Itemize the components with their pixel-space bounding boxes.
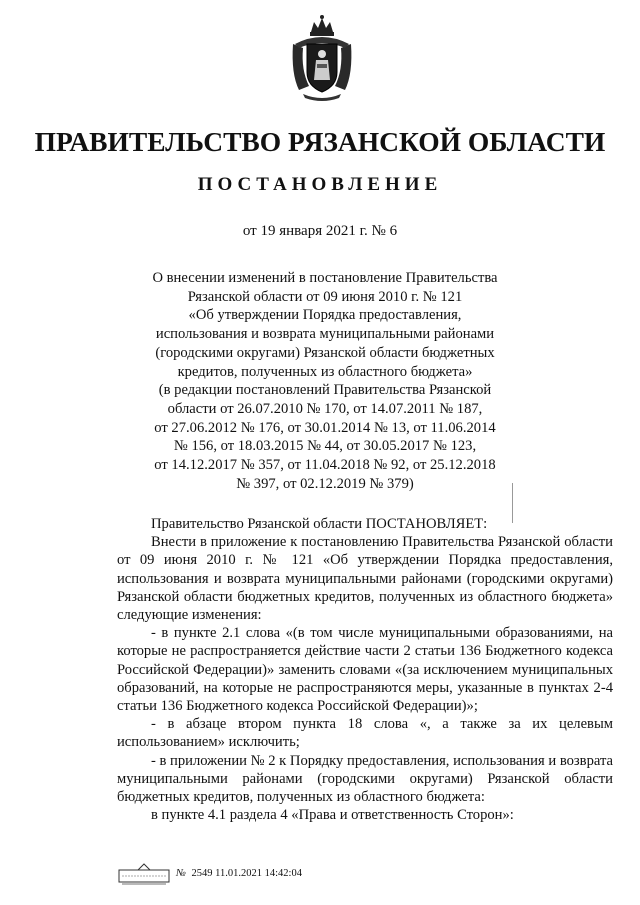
coat-of-arms-emblem: [287, 14, 357, 102]
document-body: [117, 515, 613, 824]
subject-line: (городскими округами) Рязанской области бюджетных: [155, 344, 495, 361]
date-number: от 19 января 2021 г. № 6: [242, 223, 398, 239]
subject-line: «Об утверждении Порядка предоставления,: [188, 307, 462, 324]
subject-line: использования и возврата муниципальными районами: [155, 326, 495, 343]
registry-stamp: [118, 862, 170, 888]
body-paragraph: - в приложении № 2 к Порядку предоставления, использования и возврата муниципальными районами (городскими округами) Рязанской области бюджетных кредитов, полученных из областного бюджета:: [117, 752, 613, 806]
reg-number: 2549: [191, 868, 213, 879]
subject-line: О внесении изменений в постановление Правительства: [152, 270, 498, 286]
reg-datetime: 11.01.2021 14:42:04: [215, 868, 302, 879]
subject-line: от 14.12.2017 № 357, от 11.04.2018 № 92, от 25.12.2018: [154, 457, 496, 474]
subject-line: кредитов, полученных из областного бюджета»: [177, 363, 473, 380]
document-type: ПОСТАНОВЛЕНИЕ: [197, 174, 443, 195]
subject-line: № 156, от 18.03.2015 № 44, от 30.05.2017 № 123,: [173, 438, 477, 455]
scan-artifact: [512, 483, 513, 523]
subject-line: области от 26.07.2010 № 170, от 14.07.2011 № 187,: [167, 400, 483, 417]
body-paragraph: Правительство Рязанской области ПОСТАНОВЛЯЕТ:: [151, 516, 488, 532]
registration-footer: [118, 862, 378, 888]
body-paragraph: - в абзаце втором пункта 18 слова «, а также за их целевым использованием» исключить;: [117, 716, 613, 751]
body-paragraph: Внести в приложение к постановлению Правительства Рязанской области от 09 июня 2010 г. № 121 «Об утверждении Порядка предоставления, использования и возврата муниципальными районами (городскими округами) Рязанской области бюджетных кредитов, полученных из областного бюджета» следующие изменения:: [117, 534, 613, 624]
document-subject: [130, 269, 520, 493]
subject-line: № 397, от 02.12.2019 № 379): [236, 475, 414, 492]
body-paragraph: в пункте 4.1 раздела 4 «Права и ответственность Сторон»:: [151, 807, 514, 824]
registration-number: [176, 868, 302, 879]
body-paragraph: - в пункте 2.1 слова «(в том числе муниципальными образованиями, на которые не распространяется действие части 2 статьи 136 Бюджетного кодекса Российской Федерации)» заменить словами «(за исключением муниципальных образований, на которые не распространяются меры, указанные в пунктах 2-4 статьи 136 Бюджетного кодекса Российской Федерации)»;: [117, 625, 613, 715]
subject-line: (в редакции постановлений Правительства Рязанской: [158, 382, 492, 399]
government-title: ПРАВИТЕЛЬСТВО РЯЗАНСКОЙ ОБЛАСТИ: [34, 126, 606, 157]
number-sign: №: [176, 868, 186, 879]
subject-line: от 27.06.2012 № 176, от 30.01.2014 № 13, от 11.06.2014: [154, 419, 496, 436]
subject-line: Рязанской области от 09 июня 2010 г. № 121: [187, 288, 463, 305]
